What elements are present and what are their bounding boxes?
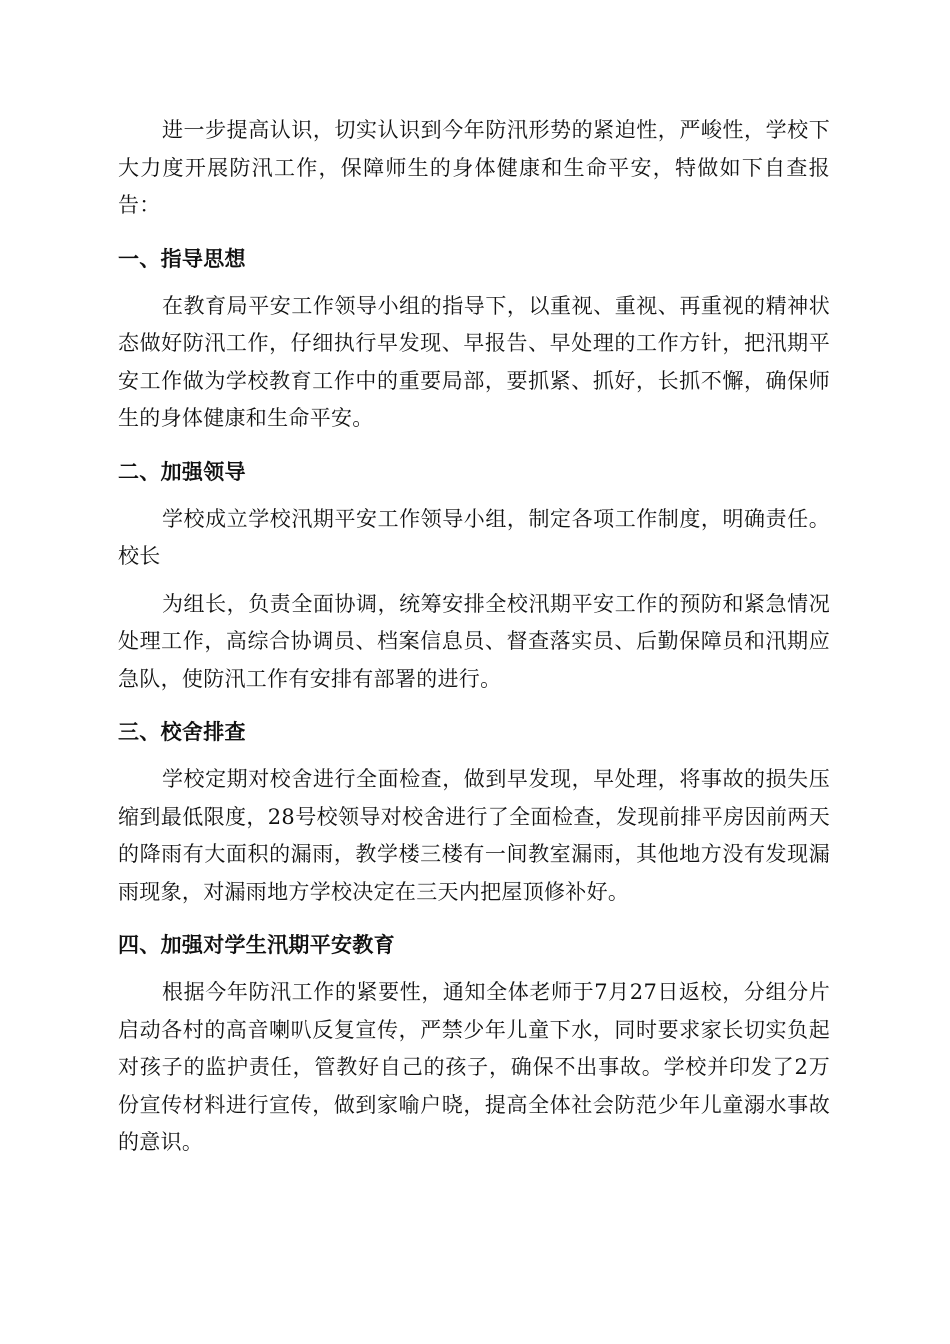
section-paragraph: 学校定期对校舍进行全面检查，做到早发现，早处理，将事故的损失压缩到最低限度，28号校领导对校舍进行了全面检查，发现前排平房因前两天的降雨有大面积的漏雨，教学楼三楼有一间教室漏雨，其他地方没有发现漏雨现象，对漏雨地方学校决定在三天内把屋顶修补好。 [118,767,830,904]
section-heading-guiding-ideology: 一、指导思想 [118,246,246,271]
section-heading-strengthen-leadership: 二、加强领导 [118,459,246,484]
document-page [118,112,830,1162]
section-paragraph: 根据今年防汛工作的紧要性，通知全体老师于7月27日返校，分组分片启动各村的高音喇叭反复宣传，严禁少年儿童下水，同时要求家长切实负起对孩子的监护责任，管教好自己的孩子，确保不出事故。学校并印发了2万份宣传材料进行宣传，做到家喻户晓，提高全体社会防范少年儿童溺水事故的意识。 [118,980,830,1154]
section-paragraph: 学校成立学校汛期平安工作领导小组，制定各项工作制度，明确责任。校长 [118,506,830,568]
section-heading-student-safety-education: 四、加强对学生汛期平安教育 [118,933,395,957]
intro-paragraph: 进一步提高认识，切实认识到今年防汛形势的紧迫性，严峻性，学校下大力度开展防汛工作，保障师生的身体健康和生命平安，特做如下自查报告： [118,118,830,217]
section-paragraph: 在教育局平安工作领导小组的指导下，以重视、重视、再重视的精神状态做好防汛工作，仔细执行早发现、早报告、早处理的工作方针，把汛期平安工作做为学校教育工作中的重要局部，要抓紧、抓好，长抓不懈，确保师生的身体健康和生命平安。 [118,293,830,430]
section-heading-school-building-inspection: 三、校舍排查 [118,720,246,744]
section-paragraph: 为组长，负责全面协调，统筹安排全校汛期平安工作的预防和紧急情况处理工作，高综合协调员、档案信息员、督查落实员、后勤保障员和汛期应急队，使防汛工作有安排有部署的进行。 [118,591,830,691]
